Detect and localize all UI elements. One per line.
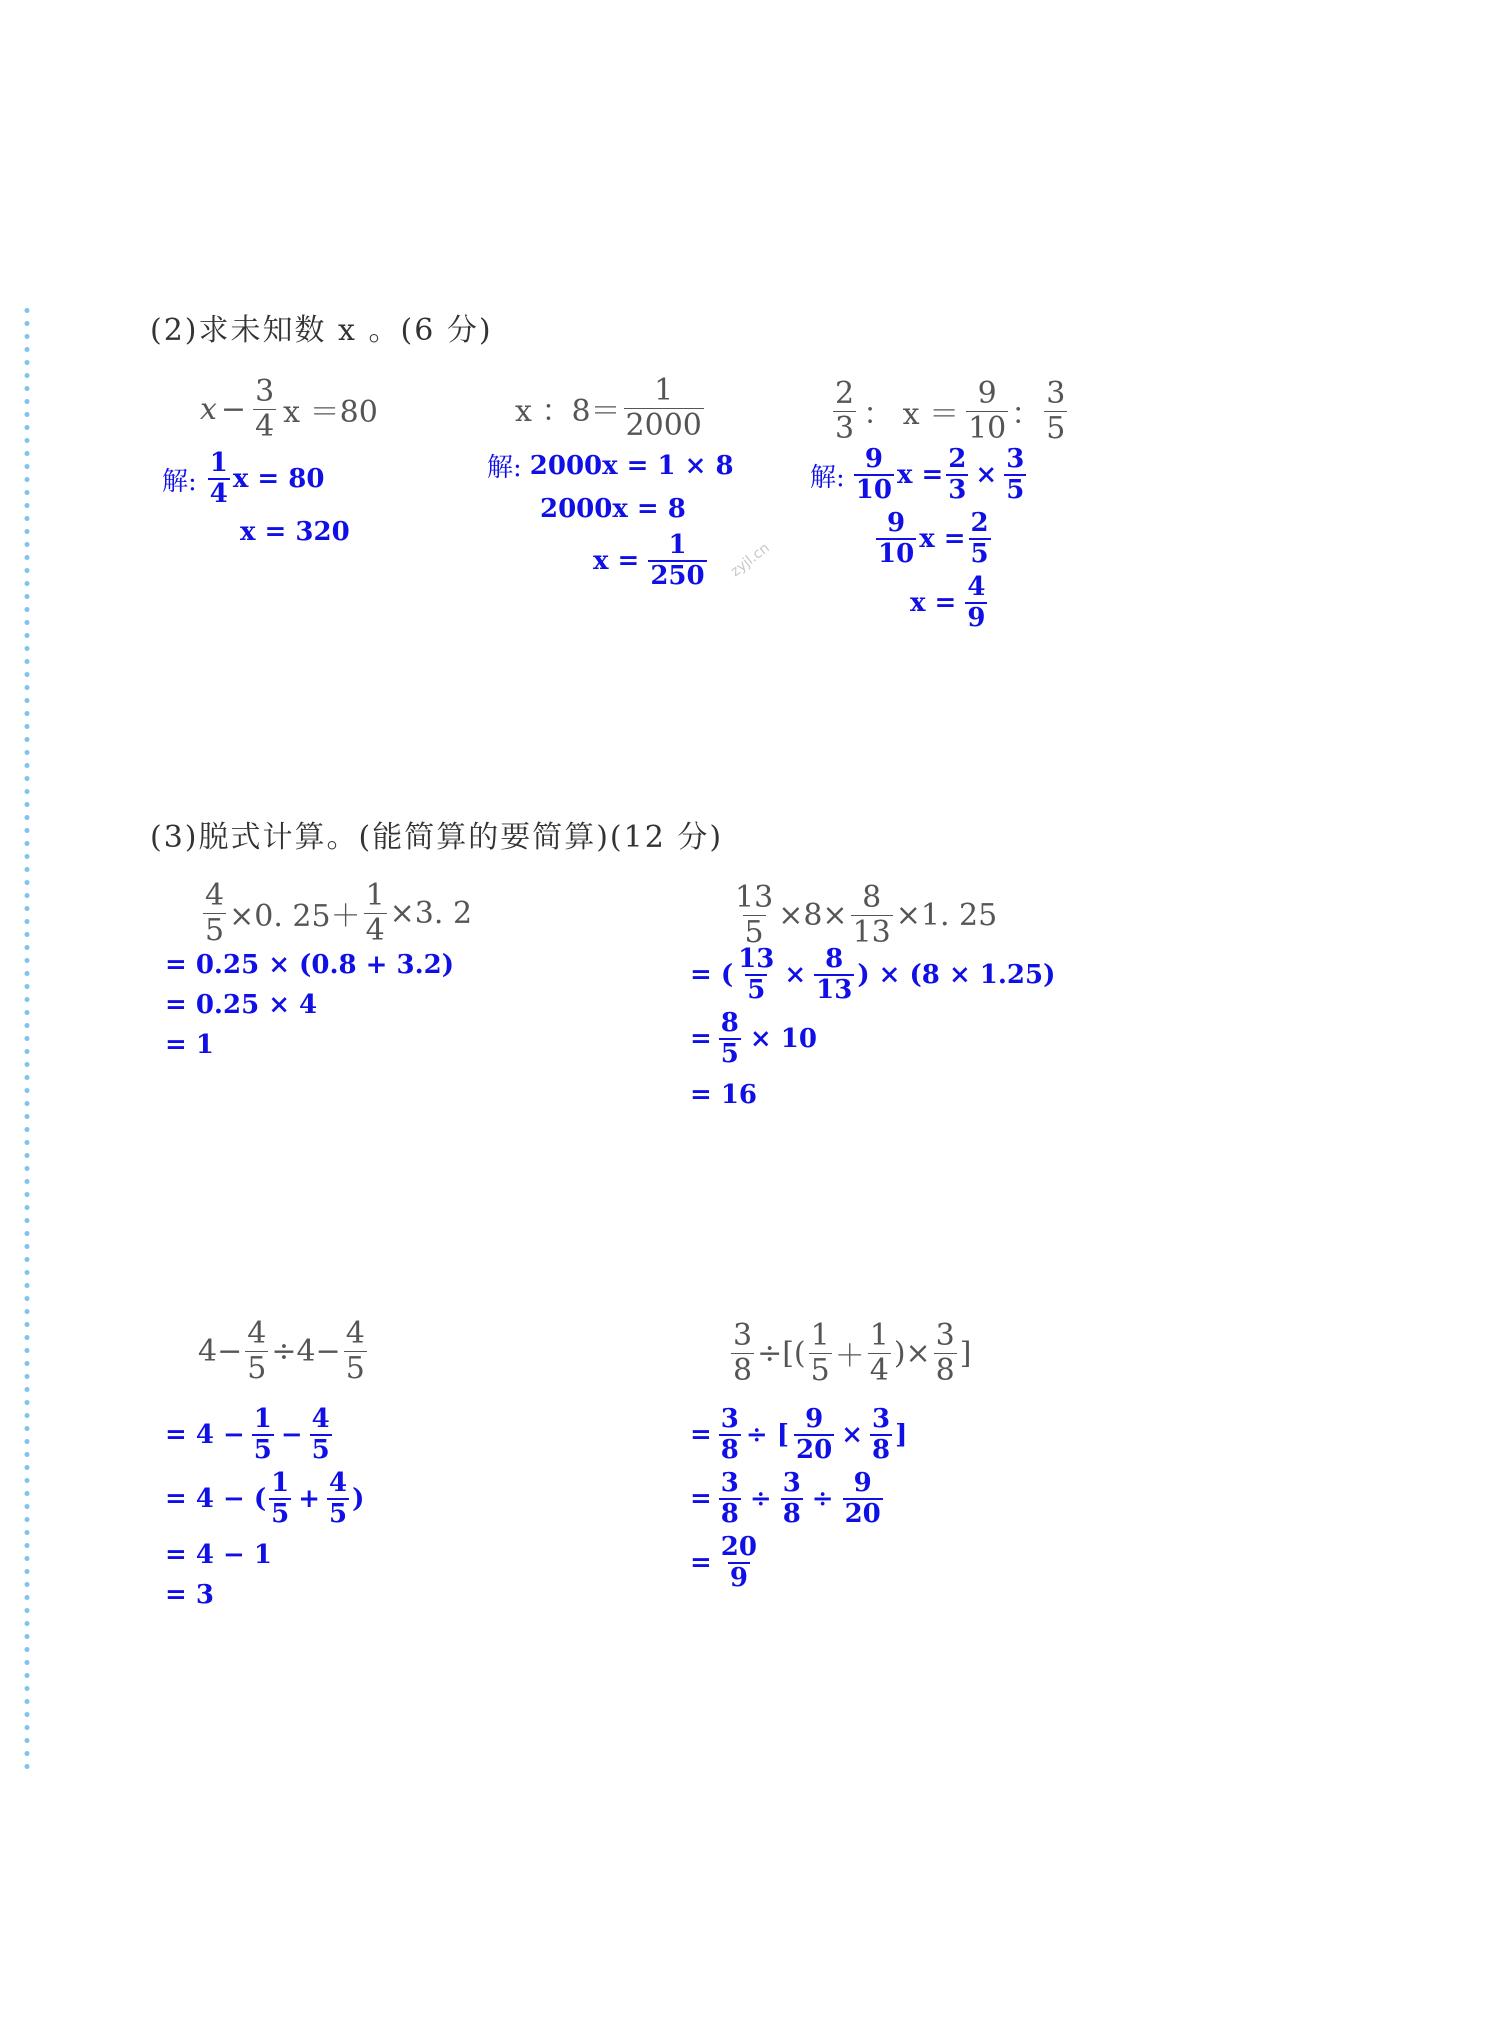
numerator: 9	[805, 1404, 824, 1434]
numerator: 1	[253, 1404, 272, 1434]
answer-text: x =	[910, 588, 957, 619]
numerator: 2	[948, 444, 967, 474]
s2-p3-step2	[873, 510, 994, 569]
q-text: −	[220, 391, 247, 427]
numerator: 3	[720, 1404, 739, 1434]
s2-p2-step2: 2000x = 8	[540, 494, 686, 524]
denominator: 5	[271, 1499, 290, 1530]
q-text: x ＝80	[283, 395, 378, 430]
s3-p3-step3: = 4 − 1	[165, 1540, 272, 1570]
fraction	[733, 882, 775, 948]
answer-text: =	[690, 1484, 712, 1515]
fraction	[946, 446, 968, 505]
answer-text: = (	[690, 960, 734, 991]
s3-p2-step1	[690, 946, 1055, 1005]
s3-p4-step3	[690, 1534, 762, 1593]
answer-text: +	[298, 1484, 321, 1515]
denominator: 5	[1006, 475, 1025, 506]
fraction	[310, 1406, 332, 1465]
numerator: 8	[720, 1008, 739, 1038]
q-text: x	[200, 391, 217, 427]
numerator: 1	[365, 878, 385, 913]
numerator: 4	[329, 1468, 348, 1498]
q-text: ： x ＝	[863, 397, 960, 432]
fraction	[736, 946, 776, 1005]
answer-text: ×	[784, 960, 807, 991]
q-text: x ：8＝	[515, 394, 621, 429]
answer-text: =	[690, 1024, 712, 1055]
numerator: 1	[810, 1318, 830, 1353]
numerator: 8	[862, 880, 882, 915]
answer-text: x = 80	[232, 464, 325, 495]
q-text: ×1. 25	[895, 897, 998, 933]
s2-p2-step1	[487, 447, 734, 484]
answer-text: )	[352, 1484, 365, 1515]
fraction	[851, 882, 893, 948]
fraction	[253, 376, 276, 442]
denominator: 5	[329, 1499, 348, 1530]
q-text: ：	[1011, 397, 1042, 432]
answer-text: ×	[841, 1420, 864, 1451]
fraction	[203, 880, 226, 946]
numerator: 9	[864, 444, 883, 474]
fraction	[781, 1470, 803, 1529]
answer-text: x =	[896, 460, 944, 491]
denominator: 13	[816, 975, 853, 1006]
numerator: 1	[271, 1468, 290, 1498]
denominator: 8	[720, 1435, 739, 1466]
denominator: 5	[970, 539, 989, 570]
q-text: ×0. 25＋	[229, 899, 361, 934]
s2-p2-question	[515, 375, 707, 441]
fraction	[648, 532, 706, 591]
fraction	[833, 378, 856, 444]
denominator: 8	[720, 1499, 739, 1530]
fraction	[966, 378, 1008, 444]
numerator: 3	[255, 374, 275, 409]
s3-p4-step2	[690, 1470, 886, 1529]
q-text: ÷4−	[271, 1333, 341, 1369]
denominator: 5	[810, 1352, 830, 1388]
fraction	[794, 1406, 834, 1465]
binding-dots-decoration	[20, 304, 34, 1770]
denominator: 4	[255, 408, 275, 444]
numerator: 9	[853, 1468, 872, 1498]
numerator: 3	[733, 1318, 753, 1353]
fraction	[719, 1406, 741, 1465]
fraction	[934, 1320, 957, 1386]
fraction	[731, 1320, 754, 1386]
q-text: )×	[893, 1335, 931, 1371]
answer-text: ÷	[811, 1484, 834, 1515]
denominator: 5	[747, 975, 766, 1006]
numerator: 1	[654, 373, 674, 408]
fraction	[870, 1406, 892, 1465]
fraction	[327, 1470, 349, 1529]
section3-title: (3)脱式计算。(能简算的要简算)(12 分)	[150, 820, 724, 855]
s3-p3-step2	[165, 1470, 364, 1529]
s3-p1-step2: = 0.25 × 4	[165, 990, 318, 1020]
solve-label: 解:	[487, 453, 522, 483]
denominator: 250	[650, 561, 705, 592]
fraction	[1004, 446, 1026, 505]
q-text: 4−	[198, 1333, 243, 1369]
answer-text: x =	[919, 524, 966, 555]
numerator: 1	[668, 530, 687, 560]
fraction	[719, 1534, 759, 1593]
answer-text: ]	[895, 1420, 908, 1451]
answer-text: ×	[975, 460, 998, 491]
s3-p2-question	[730, 882, 997, 948]
s3-p4-question	[728, 1320, 971, 1386]
numerator: 4	[205, 878, 225, 913]
denominator: 10	[855, 475, 892, 506]
q-text: ]	[959, 1335, 972, 1371]
numerator: 3	[872, 1404, 891, 1434]
answer-text: = 4 − (	[165, 1484, 267, 1515]
fraction	[269, 1470, 291, 1529]
fraction	[969, 510, 991, 569]
denominator: 2000	[625, 407, 702, 443]
denominator: 4	[209, 479, 228, 510]
fraction	[245, 1318, 268, 1384]
numerator: 9	[887, 508, 906, 538]
fraction	[854, 446, 894, 505]
fraction	[624, 375, 704, 441]
s3-p4-step1	[690, 1406, 907, 1465]
answer-text: ÷	[749, 1484, 772, 1515]
fraction	[1044, 378, 1067, 444]
s3-p1-step1: = 0.25 × (0.8 + 3.2)	[165, 950, 455, 980]
s3-p3-question	[198, 1318, 370, 1384]
answer-text: x =	[593, 546, 640, 577]
numerator: 1	[869, 1318, 889, 1353]
fraction	[344, 1318, 367, 1384]
denominator: 8	[782, 1499, 801, 1530]
denominator: 20	[844, 1499, 881, 1530]
fraction	[719, 1470, 741, 1529]
answer-text: −	[280, 1420, 303, 1451]
fraction	[814, 946, 854, 1005]
solve-label: 解:	[810, 462, 845, 493]
denominator: 5	[1046, 410, 1066, 446]
answer-text: ) × (8 × 1.25)	[857, 960, 1056, 991]
q-text: ÷[(	[757, 1335, 806, 1371]
numerator: 2	[835, 376, 855, 411]
s2-p1-step1	[162, 450, 324, 509]
s3-p3-step4: = 3	[165, 1580, 214, 1610]
denominator: 5	[744, 914, 764, 950]
answer-text: × 10	[749, 1024, 817, 1055]
denominator: 3	[948, 475, 967, 506]
answer-text: =	[690, 1548, 712, 1579]
fraction	[364, 880, 387, 946]
s2-p3-question	[830, 378, 1070, 444]
denominator: 8	[935, 1352, 955, 1388]
numerator: 3	[935, 1318, 955, 1353]
denominator: 5	[247, 1350, 267, 1386]
numerator: 3	[782, 1468, 801, 1498]
denominator: 10	[878, 539, 915, 570]
fraction	[208, 450, 230, 509]
numerator: 4	[345, 1316, 365, 1351]
s3-p3-step1	[165, 1406, 335, 1465]
denominator: 4	[365, 912, 385, 948]
denominator: 10	[968, 410, 1007, 446]
s2-p3-step3	[910, 574, 990, 633]
fraction	[719, 1010, 741, 1069]
numerator: 3	[720, 1468, 739, 1498]
answer-text: ÷ [	[745, 1420, 790, 1451]
s3-p2-step2	[690, 1010, 817, 1069]
answer-text: = 4 −	[165, 1420, 245, 1451]
denominator: 3	[835, 410, 855, 446]
numerator: 1	[209, 448, 228, 478]
numerator: 4	[311, 1404, 330, 1434]
s2-p2-step3	[593, 532, 710, 591]
s2-p1-step2: x = 320	[240, 517, 350, 547]
q-text: ×8×	[778, 897, 848, 933]
denominator: 5	[253, 1435, 272, 1466]
q-text: ×3. 2	[389, 895, 473, 931]
numerator: 4	[247, 1316, 267, 1351]
denominator: 4	[869, 1352, 889, 1388]
numerator: 13	[735, 880, 774, 915]
numerator: 4	[967, 572, 986, 602]
fraction	[868, 1320, 891, 1386]
denominator: 9	[729, 1563, 748, 1594]
fraction	[252, 1406, 274, 1465]
numerator: 2	[970, 508, 989, 538]
denominator: 9	[967, 603, 986, 634]
fraction	[809, 1320, 832, 1386]
denominator: 5	[720, 1039, 739, 1070]
denominator: 13	[852, 914, 891, 950]
numerator: 13	[738, 944, 775, 974]
answer-text: 2000x = 1 × 8	[529, 450, 734, 481]
s2-p3-step1	[810, 446, 1029, 505]
denominator: 8	[733, 1352, 753, 1388]
denominator: 5	[311, 1435, 330, 1466]
denominator: 5	[205, 912, 225, 948]
numerator: 3	[1006, 444, 1025, 474]
fraction	[965, 574, 987, 633]
section2-title: (2)求未知数 x 。(6 分)	[150, 313, 493, 348]
numerator: 8	[825, 944, 844, 974]
s3-p2-step3: = 16	[690, 1080, 758, 1110]
s3-p1-question	[200, 880, 472, 946]
solve-label: 解:	[162, 466, 197, 497]
denominator: 5	[345, 1350, 365, 1386]
fraction	[876, 510, 916, 569]
watermark: zyjl.cn	[727, 540, 773, 580]
fraction	[843, 1470, 883, 1529]
answer-text: =	[690, 1420, 712, 1451]
denominator: 8	[872, 1435, 891, 1466]
denominator: 20	[796, 1435, 833, 1466]
numerator: 20	[720, 1532, 757, 1562]
numerator: 9	[977, 376, 997, 411]
s2-p1-question	[200, 376, 378, 442]
s3-p1-step3: = 1	[165, 1030, 214, 1060]
q-text: ＋	[834, 1339, 865, 1374]
numerator: 3	[1046, 376, 1066, 411]
